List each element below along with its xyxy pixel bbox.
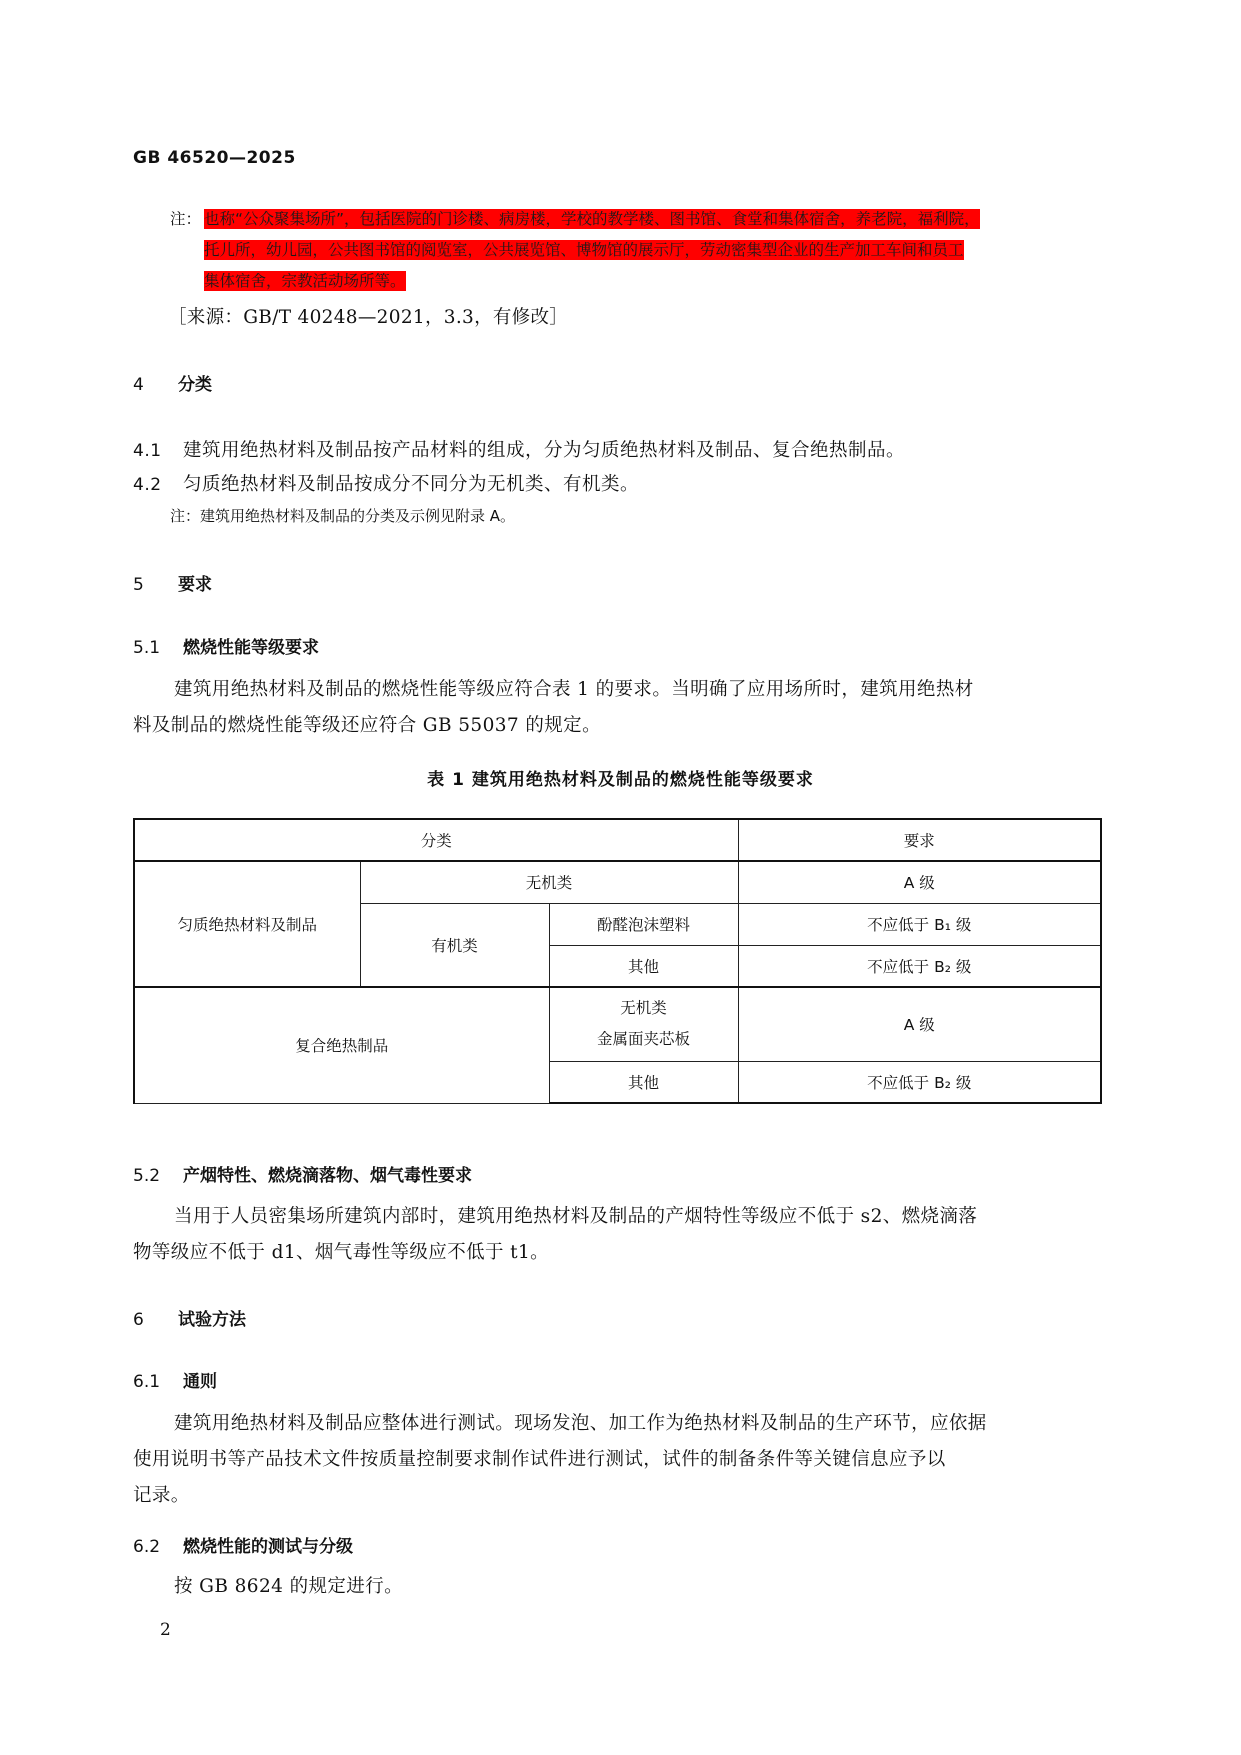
table-1-title: 表 1 建筑用绝热材料及制品的燃烧性能等级要求 (427, 770, 814, 790)
section-4-number: 4 (133, 375, 144, 395)
section-6-title: 试验方法 (178, 1310, 246, 1330)
note-line-3: 集体宿舍，宗教活动场所等。 (204, 272, 406, 290)
subsection-5-2-heading (133, 1161, 472, 1186)
section-4-heading (133, 370, 212, 395)
para-5-1-line-2: 料及制品的燃烧性能等级还应符合 GB 55037 的规定。 (133, 715, 601, 736)
para-5-1-line-1: 建筑用绝热材料及制品的燃烧性能等级应符合表 1 的要求。当明确了应用场所时，建筑用绝热材 (174, 679, 974, 700)
table-head-requirement: 要求 (738, 819, 1101, 861)
subsection-6-1-paragraph (133, 1406, 1103, 1514)
para-5-2-line-2: 物等级应不低于 d1、烟气毒性等级应不低于 t1。 (133, 1242, 550, 1263)
table-cell-other-2: 其他 (549, 1061, 738, 1103)
subsection-5-2-paragraph (133, 1199, 1103, 1271)
subsection-5-1-number: 5.1 (133, 638, 161, 658)
note-line-1: 也称“公众聚集场所”，包括医院的门诊楼、病房楼，学校的教学楼、图书馆、食堂和集体宿舍，养老院，福利院， (204, 210, 980, 228)
table-cell-organic: 有机类 (360, 903, 549, 987)
subsection-5-2-number: 5.2 (133, 1166, 161, 1186)
table-cell-phenolic: 酚醛泡沫塑料 (549, 903, 738, 945)
subsection-5-1-title: 燃烧性能等级要求 (183, 638, 319, 658)
table-cell-req-a1: A 级 (738, 861, 1101, 903)
para-6-1-line-1: 建筑用绝热材料及制品应整体进行测试。现场发泡、加工作为绝热材料及制品的生产环节，应依据 (174, 1413, 987, 1434)
subsection-6-2-heading (133, 1532, 353, 1557)
para-5-2-line-1: 当用于人员密集场所建筑内部时，建筑用绝热材料及制品的产烟特性等级应不低于 s2、燃烧滴落 (174, 1206, 978, 1227)
section-6-number: 6 (133, 1310, 144, 1330)
section-6-heading (133, 1305, 246, 1330)
subsection-5-2-title: 产烟特性、燃烧滴落物、烟气毒性要求 (183, 1166, 472, 1186)
table-cell-other-1: 其他 (549, 945, 738, 987)
table-cell-composite-types (549, 987, 738, 1061)
subsection-5-1-paragraph (133, 672, 1103, 744)
clause-4-2-text: 匀质绝热材料及制品按成分不同分为无机类、有机类。 (183, 474, 640, 495)
subsection-6-1-heading (133, 1367, 217, 1392)
section-4-title: 分类 (178, 375, 212, 395)
para-6-2-line-1: 按 GB 8624 的规定进行。 (174, 1576, 403, 1597)
subsection-6-2-title: 燃烧性能的测试与分级 (183, 1537, 353, 1557)
section-5-number: 5 (133, 575, 144, 595)
para-6-1-line-3: 记录。 (133, 1485, 190, 1506)
subsection-5-1-heading (133, 633, 319, 658)
table-cell-req-b3: 不应低于 B₂ 级 (738, 1061, 1101, 1103)
table-header-row (134, 819, 1101, 861)
table-cell-req-b1: 不应低于 B₁ 级 (738, 903, 1101, 945)
standard-code: GB 46520—2025 (133, 148, 296, 168)
table-cell-composite-metal: 金属面夹芯板 (597, 1030, 691, 1049)
table-cell-req-b2: 不应低于 B₂ 级 (738, 945, 1101, 987)
page-number: 2 (160, 1620, 171, 1640)
subsection-6-1-number: 6.1 (133, 1372, 161, 1392)
table-cell-inorganic: 无机类 (360, 861, 738, 903)
note-line-2: 托儿所，幼儿园，公共图书馆的阅览室，公共展览馆、博物馆的展示厅，劳动密集型企业的生产加工车间和员工 (204, 241, 964, 259)
para-6-1-line-2: 使用说明书等产品技术文件按质量控制要求制作试件进行测试，试件的制备条件等关键信息应予以 (133, 1449, 946, 1470)
table-head-classification: 分类 (134, 819, 738, 861)
subsection-6-2-number: 6.2 (133, 1537, 161, 1557)
table-cell-composite-inorganic: 无机类 (620, 999, 667, 1018)
table-row (134, 861, 1101, 903)
section-5-title: 要求 (178, 575, 212, 595)
table-cell-composite: 复合绝热制品 (134, 987, 549, 1103)
clause-4-2-number: 4.2 (133, 475, 162, 495)
section-5-heading (133, 570, 212, 595)
clause-4-2 (133, 470, 639, 496)
table-cell-req-a2: A 级 (738, 987, 1101, 1061)
section-4-note: 注：建筑用绝热材料及制品的分类及示例见附录 A。 (170, 507, 516, 525)
note-label: 注： (170, 210, 202, 228)
table-row (134, 987, 1101, 1061)
subsection-6-2-paragraph (133, 1569, 1103, 1605)
clause-4-1-number: 4.1 (133, 441, 162, 461)
clause-4-1 (133, 436, 905, 462)
clause-4-1-text: 建筑用绝热材料及制品按产品材料的组成，分为匀质绝热材料及制品、复合绝热制品。 (183, 440, 906, 461)
table-cell-homogeneous: 匀质绝热材料及制品 (134, 861, 360, 987)
table-1 (133, 818, 1102, 1104)
source-reference: ［来源：GB/T 40248—2021，3.3，有修改］ (168, 307, 569, 328)
subsection-6-1-title: 通则 (183, 1372, 217, 1392)
